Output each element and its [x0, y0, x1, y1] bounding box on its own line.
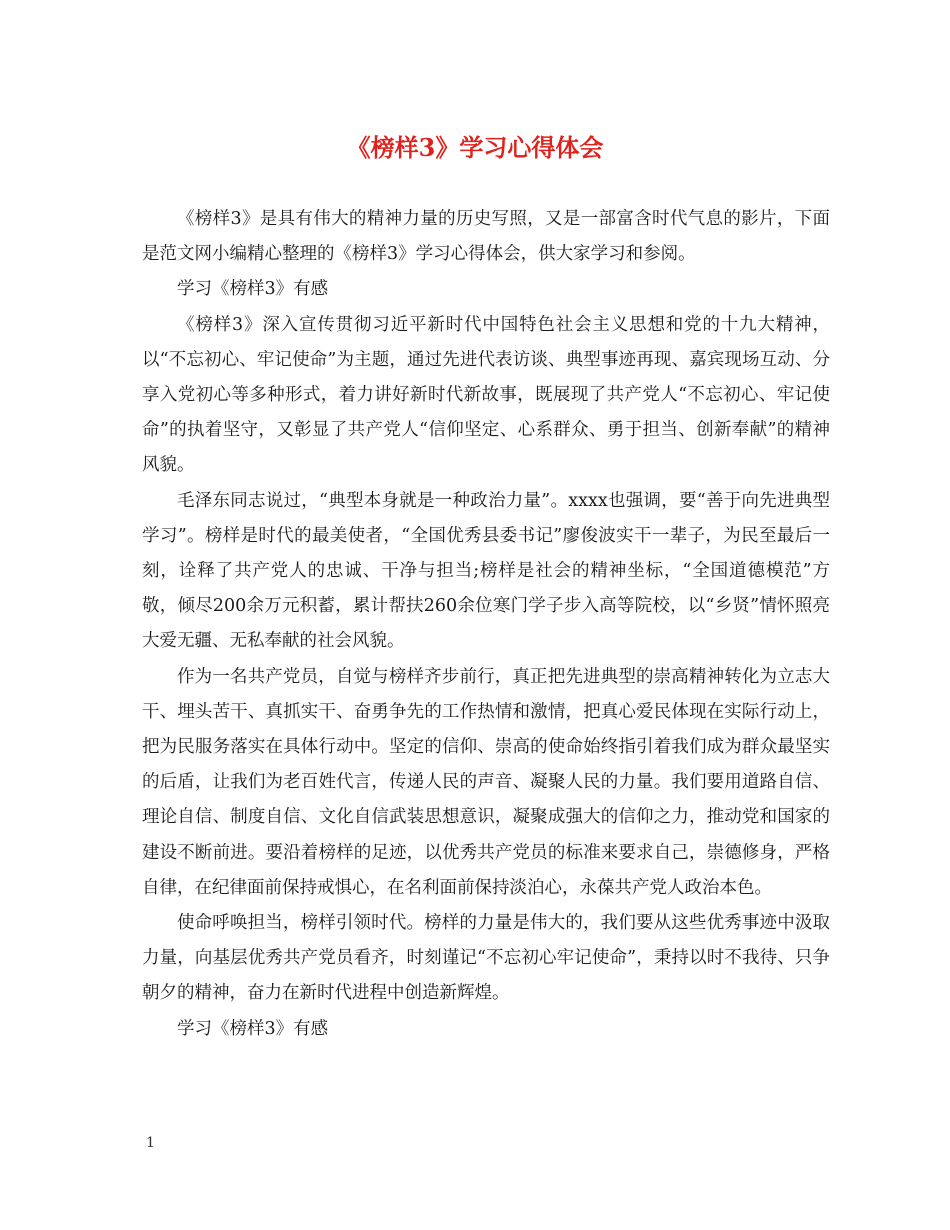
body-paragraph: 毛泽东同志说过，“典型本身就是一种政治力量”。xxxx也强调，要“善于向先进典型学习”。榜样是时代的最美使者，“全国优秀县委书记”廖俊波实干一辈子，为民至最后一刻，诠释了共产党人的忠诚、干净与担当;榜样是社会的精神坐标，“全国道德模范”方敬，倾尽200余万元积蓄，累计帮扶260余位寒门学子步入高等院校，以“乡贤”情怀照亮大爱无疆、无私奉献的社会风貌。 [142, 490, 830, 652]
page-number: 1 [146, 1135, 155, 1151]
body-paragraph: 《榜样3》深入宣传贯彻习近平新时代中国特色社会主义思想和党的十九大精神，以“不忘初心、牢记使命”为主题，通过先进代表访谈、典型事迹再现、嘉宾现场互动、分享入党初心等多种形式，着力讲好新时代新故事，既展现了共产党人“不忘初心、牢记使命”的执着坚守，又彰显了共产党人“信仰坚定、心系群众、勇于担当、创新奉献”的精神风貌。 [142, 314, 830, 476]
body-paragraph: 作为一名共产党员，自觉与榜样齐步前行，真正把先进典型的崇高精神转化为立志大干、埋头苦干、真抓实干、奋勇争先的工作热情和激情，把真心爱民体现在实际行动上，把为民服务落实在具体行动中。坚定的信仰、崇高的使命始终指引着我们成为群众最坚实的后盾，让我们为老百姓代言，传递人民的声音、凝聚人民的力量。我们要用道路自信、理论自信、制度自信、文化自信武装思想意识，凝聚成强大的信仰之力，推动党和国家的建设不断前进。要沿着榜样的足迹，以优秀共产党员的标准来要求自己，崇德修身，严格自律，在纪律面前保持戒惧心，在名利面前保持淡泊心，永葆共产党人政治本色。 [142, 666, 830, 898]
document-body [142, 202, 830, 1047]
section-heading: 学习《榜样3》有感 [177, 1018, 329, 1039]
intro-paragraph: 《榜样3》是具有伟大的精神力量的历史写照，又是一部富含时代气息的影片，下面是范文网小编精心整理的《榜样3》学习心得体会，供大家学习和参阅。 [142, 209, 830, 265]
document-title: 《榜样3》学习心得体会 [346, 133, 604, 162]
section-heading: 学习《榜样3》有感 [177, 279, 329, 300]
body-paragraph: 使命呼唤担当，榜样引领时代。榜样的力量是伟大的，我们要从这些优秀事迹中汲取力量，向基层优秀共产党员看齐，时刻谨记“不忘初心牢记使命”，秉持以时不我待、只争朝夕的精神，奋力在新时代进程中创造新辉煌。 [142, 913, 830, 1004]
